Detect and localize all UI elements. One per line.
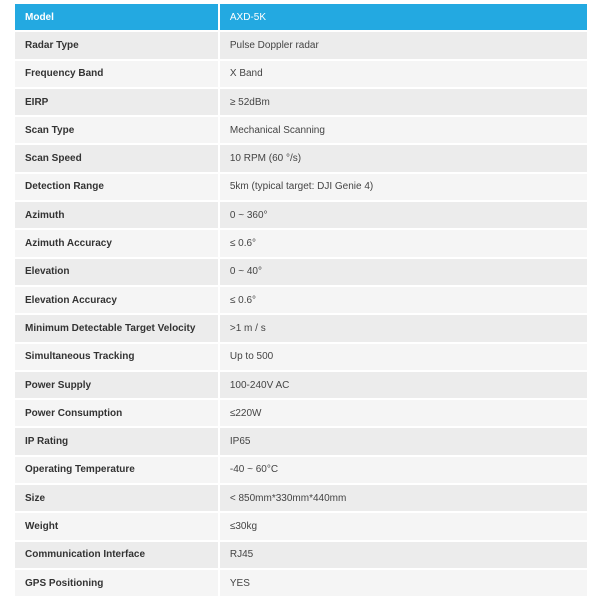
spec-row bbox=[15, 145, 587, 171]
spec-row bbox=[15, 89, 587, 115]
spec-label: Azimuth bbox=[15, 202, 220, 228]
spec-label: Frequency Band bbox=[15, 61, 220, 87]
spec-value: ≤ 0.6° bbox=[220, 287, 587, 313]
spec-label: Communication Interface bbox=[15, 542, 220, 568]
spec-value: 0 ~ 360° bbox=[220, 202, 587, 228]
spec-label: Size bbox=[15, 485, 220, 511]
spec-row bbox=[15, 61, 587, 87]
spec-header-value: AXD-5K bbox=[220, 4, 587, 30]
spec-label: Power Consumption bbox=[15, 400, 220, 426]
spec-label: Weight bbox=[15, 513, 220, 539]
spec-value: X Band bbox=[220, 61, 587, 87]
spec-row bbox=[15, 570, 587, 596]
spec-label: Simultaneous Tracking bbox=[15, 344, 220, 370]
spec-row bbox=[15, 344, 587, 370]
spec-value: Up to 500 bbox=[220, 344, 587, 370]
spec-row bbox=[15, 457, 587, 483]
spec-row bbox=[15, 202, 587, 228]
spec-value: 100-240V AC bbox=[220, 372, 587, 398]
spec-row bbox=[15, 117, 587, 143]
spec-label: Minimum Detectable Target Velocity bbox=[15, 315, 220, 341]
spec-label: Radar Type bbox=[15, 32, 220, 58]
spec-value: 0 ~ 40° bbox=[220, 259, 587, 285]
spec-value: 10 RPM (60 °/s) bbox=[220, 145, 587, 171]
spec-label: Azimuth Accuracy bbox=[15, 230, 220, 256]
spec-label: IP Rating bbox=[15, 428, 220, 454]
spec-row bbox=[15, 372, 587, 398]
spec-row bbox=[15, 315, 587, 341]
spec-row bbox=[15, 428, 587, 454]
spec-label: GPS Positioning bbox=[15, 570, 220, 596]
spec-value: ≤220W bbox=[220, 400, 587, 426]
spec-label: Elevation Accuracy bbox=[15, 287, 220, 313]
spec-row bbox=[15, 259, 587, 285]
spec-value: IP65 bbox=[220, 428, 587, 454]
spec-row bbox=[15, 513, 587, 539]
spec-row bbox=[15, 230, 587, 256]
spec-label: Power Supply bbox=[15, 372, 220, 398]
spec-header-row bbox=[15, 4, 587, 30]
spec-value: ≤30kg bbox=[220, 513, 587, 539]
spec-value: RJ45 bbox=[220, 542, 587, 568]
spec-value: Pulse Doppler radar bbox=[220, 32, 587, 58]
spec-row bbox=[15, 485, 587, 511]
spec-row bbox=[15, 287, 587, 313]
spec-header-label: Model bbox=[15, 4, 220, 30]
spec-label: Scan Speed bbox=[15, 145, 220, 171]
spec-value: < 850mm*330mm*440mm bbox=[220, 485, 587, 511]
spec-label: EIRP bbox=[15, 89, 220, 115]
spec-value: YES bbox=[220, 570, 587, 596]
spec-row bbox=[15, 542, 587, 568]
spec-table bbox=[15, 2, 587, 598]
spec-value: ≥ 52dBm bbox=[220, 89, 587, 115]
spec-value: >1 m / s bbox=[220, 315, 587, 341]
spec-label: Elevation bbox=[15, 259, 220, 285]
spec-row bbox=[15, 400, 587, 426]
spec-row bbox=[15, 174, 587, 200]
spec-row bbox=[15, 32, 587, 58]
spec-value: ≤ 0.6° bbox=[220, 230, 587, 256]
spec-label: Operating Temperature bbox=[15, 457, 220, 483]
spec-value: Mechanical Scanning bbox=[220, 117, 587, 143]
spec-value: -40 ~ 60°C bbox=[220, 457, 587, 483]
spec-label: Detection Range bbox=[15, 174, 220, 200]
spec-label: Scan Type bbox=[15, 117, 220, 143]
spec-value: 5km (typical target: DJI Genie 4) bbox=[220, 174, 587, 200]
